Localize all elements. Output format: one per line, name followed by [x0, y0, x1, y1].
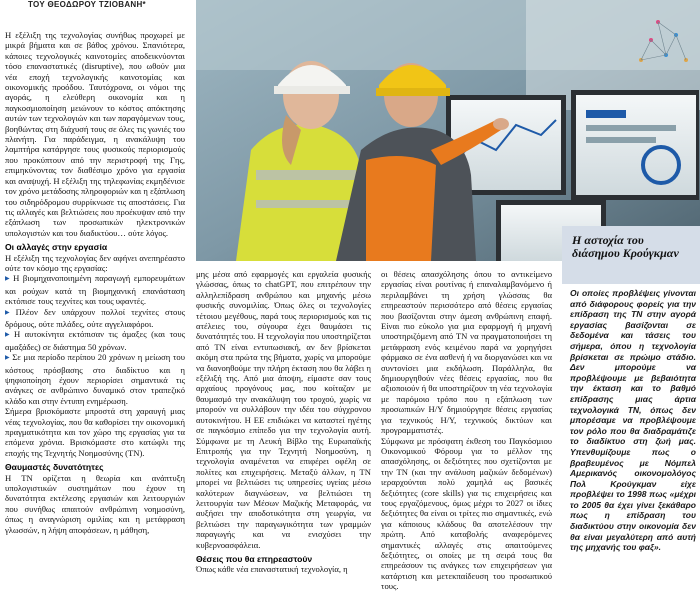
- subhead-work-changes: Οι αλλαγές στην εργασία: [5, 242, 108, 253]
- paragraph: Η ΤΝ ορίζεται η θεωρία και ανάπτυξη υπολογιστικών συστημάτων που έχουν τη δυνατότητα εκτέλεσης εργασιών και λειτουργιών που συνήθως απαιτούν ανθρώπινη νοημοσύνη, όπως η αναγνώριση ομιλίας και η μετάφραση γλωσσών, η λήψη αποφάσεων, η μάθηση,: [5, 472, 185, 535]
- sidebar-title: Η αστοχία του διάσημου Κρούγκμαν: [572, 233, 679, 260]
- article-column-1: [5, 30, 185, 535]
- sidebar-box: [562, 226, 700, 553]
- bullet-item: ▶ Η αυτοκίνητα εκτόπισαν τις άμαξες (και τους αμαξάδες) σε διάστημα 50 χρόνων.: [5, 329, 185, 352]
- subhead-capabilities: Θαυμαστές δυνατότητες: [5, 462, 104, 473]
- paragraph: Σύμφωνα με πρόσφατη έκθεση του Παγκόσμιου Οικονομικού Φόρουμ για το μέλλον της απασχόλησης, οι δεξιότητες που σχετίζονται με την ΤΝ (και την ανάλυση μαζικών δεδομένων) ιεραρχούνται πολύ χαμηλά ως βασικές δεξιότητες (core skills) για τις επιχειρήσεις και τους εργαζόμενους, όμως μέχρι το 2027 οι ίδιες δεξιότητες θα είναι οι τρίτες πιο σημαντικές, ενώ για κάποιους κλάδους θα αποτελέσουν την πρώτη. Από καταβολής αναφερόμενες σημαντικές αλλαγές στις απαιτούμενες δεξιότητες, οι οποίες με τη σειρά τους θα επηρεάσουν τις ανάγκες των επιχειρήσεων για κατάρτιση και μετεκπαίδευση του προσωπικού τους.: [381, 435, 552, 592]
- paragraph: Όπως κάθε νέα επαναστατική τεχνολογία, η: [196, 564, 348, 575]
- article-byline: ΤΟΥ ΘΕΟΔΩΡΟΥ ΤΖΙΟΒΑΝΗ*: [28, 0, 146, 9]
- paragraph: Σήμερα βρισκόμαστε μπροστά στη χαραυγή μιας νέας τεχνολογίας, που θα καθορίσει την οικονομική πραγματικότητα και τον χώρο της εργασίας για τα επόμενα χρόνια. Βρισκόμαστε στο κατώφλι της εποχής της Τεχνητής Νοημοσύνης (ΤΝ).: [5, 406, 185, 458]
- bullet-item: ▶ Σε μια περίοδο περίπου 20 χρόνων η μείωση του κόστους πρόσβασης στο διαδίκτυο και η ψηφιοποίηση έχουν περιορίσει σημαντικά τις ανάγκες σε ανθρώπινο δυναμικό στον τραπεζικό κλάδο και στην έντυπη ενημέρωση.: [5, 352, 185, 406]
- article-column-2: [196, 269, 371, 575]
- sidebar-body: Οι οποίες προβλέψεις γίνονται από διάφορους φορείς για την επίδραση της ΤΝ στην αγορά εργασίας βασίζονται σε δεδομένα και τάσεις του σήμερα, όπου η τεχνολογία βρίσκεται σε πρώιμο στάδιο. Δεν μπορούμε να προβλέψουμε με βεβαιότητα την έκταση και το βαθμό επίδρασης μιας άρτια τεχνολογικά ΤΝ, όπως δεν μπορέσαμε να προβλέψουμε τον ρόλο που θα διαδραμάτιζε το διαδίκτυο στη ζωή μας. Υπενθυμίζουμε πως ο βραβευμένος με Νόμπελ Αμερικανός οικονομολόγος Πολ Κρούγκμαν είχε προβλέψει το 1998 πως «μέχρι το 2005 θα έχει γίνει ξεκάθαρο πως η επίδραση του διαδικτύου στην οικονομία δεν θα είναι μεγαλύτερη από αυτή της μηχανής του φαξ».: [570, 288, 696, 553]
- paragraph: μης μέσα από εφαρμογές και εργαλεία φυσικής γλώσσας, όπως το chatGPT, που επιτρέπουν την αλληλεπίδραση ανθρώπου και μηχανής μέσω φυσικής συνομιλίας. Όπως όλες οι τεχνολογίες τέτοιου μεγέθους, παρά τους περιορισμούς και τις ατέλειες του, σύγουρα έχει θαυμάσει τις δυνατότητές του. Η τεχνολογία που υποστηρίζεται από ΤΝ είναι εντυπωσιακή, αν δεν βρίσκεται ακόμη στα πρώτα της βήματα, χωρίς να μπορούμε να διανοηθούμε την πλήρη έκταση που θα λάβει η εξέλιξή της. Από μια άποψη, είμαστε σαν τους αρχαίους προγόνους μας, που κοίταζαν με θαυμασμό την ανακάλυψη του τροχού, χωρίς να μπορούν να συλλάβουν την ιδέα του σύγχρονου αυτοκινήτου. Η ΕΕ επιδιώκει να καταστεί ηγέτης σε παγκόσμιο επίπεδο για την τεχνολογία αυτή. Σύμφωνα με τη Λευκή Βίβλο της Ευρωπαϊκής Επιτροπής για την Τεχνητή Νοημοσύνη, η τεχνολογία αναμένεται να επιφέρει οφέλη σε πολίτες και επιχειρήσεις. Μεταξύ άλλων, η ΤΝ μπορεί να βελτιώσει τις υπηρεσίες υγείας μέσω καλύτερων διαγνώσεων, να βελτιώσει τη λειτουργία των Μέσων Μαζικής Μεταφοράς, να αυξήσει την αποδοτικότητα στη γεωργία, να βελτιώσει την παραγωγικότητα των γραμμών παραγωγής και να ενισχύσει την κυβερνοασφάλεια.: [196, 269, 371, 550]
- intro-paragraph: Η εξέλιξη της τεχνολογίας συνήθως προχωρεί με μικρά βήματα και σε βάθος χρόνου. Σπανιότερα, κάποιες τεχνολογικές καινοτομίες αποδεικνύονται τόσο επαναστατικές (disruptive), που ωθούν μια νέα εποχή τεχνολογικής καινοτομίας και οικονομικής προόδου. Ταυτόχρονα, οι νόμοι της αγοράς, η ελεύθερη οικονομία και η παγκοσμιοποίηση μειώνουν το κόστος απόκτησης αυτών των τεχνολογιών και των παραγόμενων τους, βοηθώντας στη διάχυσή τους σε όλες τις γωνιές του πλανήτη. Για παράδειγμα, η ανακάλυψη του λαμπτήρα κατάργησε τους φυσικούς περιορισμούς που προκύπτουν από την περιστροφή της Γης, επιμηκύνοντας τον διαθέσιμο χρόνο για εργασία και αναψυχή. Η εξέλιξη της τηλεφωνίας εκμηδένισε τον χρόνο μετάδοσης πληροφοριών και η εξάπλωση του σιδηρόδρομου συρρίκνωσε τις αποστάσεις. Για τις αλλαγές και βελτιώσεις που προέκυψαν από την εξάπλωση των προσωπικών ηλεκτρονικών υπολογιστών και του διαδικτύου… ούτε λόγος.: [5, 30, 185, 238]
- monitor-2: [571, 90, 699, 200]
- subhead-affected-jobs: Θέσεις που θα επηρεαστούν: [196, 553, 313, 564]
- article-column-3: [381, 269, 552, 592]
- sidebar-header: [562, 226, 700, 284]
- bullet-item: ▶ Πλέον δεν υπάρχουν πολλοί τεχνίτες στους δρόμους, ούτε πιλάδες, ούτε αγγελιαφόροι.: [5, 307, 185, 330]
- paragraph: Η εξέλιξη της τεχνολογίας δεν αφήνει ανεπηρέαστο ούτε τον κόσμο της εργασίας:: [5, 252, 185, 273]
- paragraph: οι θέσεις απασχόλησης όπου το αντικείμενο εργασίας είναι ρουτίνας ή επαναλαμβανόμενο ή περιλαμβάνει τη χρήση γλώσσας θα επηρεαστούν περισσότερο από θέσεις εργασίας που βασίζονται στην άμεση ανθρώπινη επαφή. Είναι πιο εύκολο για μια εφαρμογή ή μηχανή υποστηριζόμενη από ΤΝ να πραγματοποιήσει τη μετάφραση ενός κειμένου παρά να χορηγήσει φάρμακο σε ένα ασθενή ή να διοργανώσει και να συντονίσει μια εκδήλωση. Παράλληλα, θα δημιουργηθούν νέες θέσεις εργασίας, που θα αξιοποιούν ή θα υποστηρίζουν τη νέα τεχνολογία με παρόμοιο τρόπο που η εξάπλωση των προσωπικών Η/Υ δημιούργησε θέσεις εργασίας για τεχνικούς Η/Υ, τεχνικούς δικτύων και προγραμματιστές.: [381, 269, 552, 436]
- engineers-at-monitors-photo: [196, 0, 700, 261]
- bullet-item: ▶ Η βιομηχανοποιημένη παραγωγή εμπορευμάτων και ρούχων κατά τη βιομηχανική επανάσταση εκτόπισε τους τεχνίτες και τους υφαντές.: [5, 273, 185, 306]
